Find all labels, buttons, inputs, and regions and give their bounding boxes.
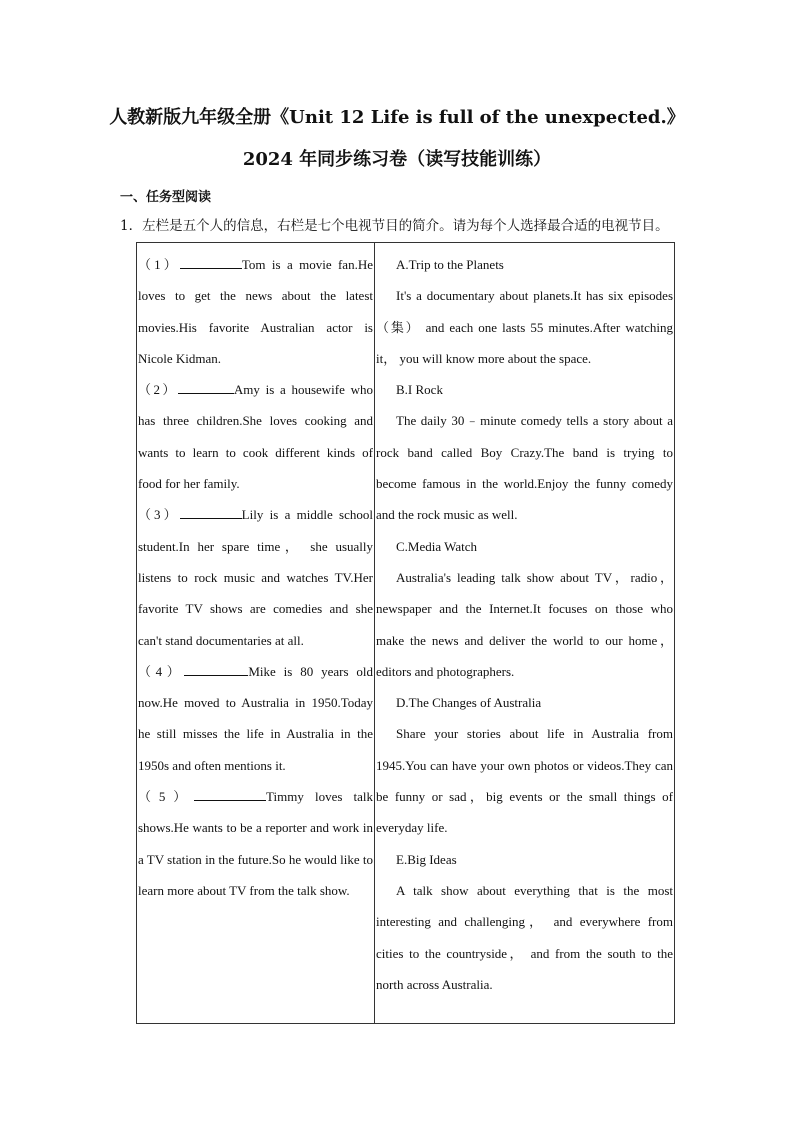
- person-text: Timmy loves talk shows.He wants to be a reporter and work in a TV station in the future.So he would like to learn more about TV from the talk show.: [138, 789, 373, 898]
- person-number: （3）: [138, 507, 180, 523]
- person-text: Tom is a movie fan.He loves to get the news about the latest movies.His favorite Australian actor is Nicole Kidman.: [138, 257, 373, 366]
- program-title: B.I Rock: [396, 382, 443, 398]
- person-number: （2）: [138, 382, 178, 398]
- program-description: It's a documentary about planets.It has six episodes （集） and each one lasts 55 minutes.After watching it， you will know more about the space.: [376, 288, 673, 366]
- document-subtitle: 2024 年同步练习卷（读写技能训练）: [242, 149, 552, 170]
- program-title: E.Big Ideas: [396, 851, 457, 867]
- answer-blank[interactable]: [180, 254, 242, 269]
- answer-blank[interactable]: [180, 504, 242, 519]
- person-entry: [138, 249, 373, 374]
- question-text: 左栏是五个人的信息，右栏是七个电视节目的简介。请为每个人选择最合适的电视节目。: [142, 218, 669, 234]
- program-title: C.Media Watch: [396, 538, 478, 554]
- person-entry: [138, 374, 373, 499]
- person-entry: [138, 499, 373, 655]
- person-number: （1）: [138, 257, 180, 272]
- question-number: 1．: [120, 218, 143, 234]
- program-description: A talk show about everything that is the most interesting and challenging， and everywhere from cities to the countryside， and from the south to the north across Australia.: [376, 882, 673, 992]
- answer-blank[interactable]: [194, 786, 266, 801]
- program-description: Australia's leading talk show about TV，radio，newspaper and the Internet.It focuses on those who make the news and deliver the world to our home，editors and photographers.: [376, 569, 673, 679]
- person-text: Amy is a housewife who has three children.She loves cooking and wants to learn to cook different kinds of food for her family.: [138, 382, 373, 492]
- people-column: [137, 243, 375, 1023]
- matching-table: [136, 242, 675, 1024]
- programs-column: [375, 243, 674, 1023]
- section-heading: 一、任务型阅读: [120, 190, 212, 205]
- person-text: Lily is a middle school student.In her spare time， she usually listens to rock music and watches TV.Her favorite TV shows are comedies and she can't stand documentaries at all.: [138, 507, 373, 648]
- document-title: 人教新版九年级全册《Unit 12 Life is full of the unexpected.》: [109, 107, 685, 128]
- person-entry: [138, 656, 373, 781]
- program-title: A.Trip to the Planets: [396, 257, 504, 272]
- program-title: D.The Changes of Australia: [396, 695, 542, 711]
- question-prompt: [120, 216, 669, 236]
- person-number: （5）: [138, 789, 195, 805]
- person-text: Mike is 80 years old now.He moved to Australia in 1950.Today he still misses the life in Australia in the 1950s and often mentions it.: [138, 663, 373, 773]
- answer-blank[interactable]: [184, 661, 248, 676]
- person-number: （4）: [138, 663, 185, 679]
- answer-blank[interactable]: [178, 379, 234, 394]
- program-description: Share your stories about life in Australia from 1945.You can have your own photos or videos.They can be funny or sad，big events or the small things of everyday life.: [376, 726, 673, 836]
- program-description: The daily 30﹣minute comedy tells a story about a rock band called Boy Crazy.The band is trying to become famous in the world.Enjoy the funny comedy and the rock music as well.: [376, 413, 673, 523]
- person-entry: [138, 781, 373, 906]
